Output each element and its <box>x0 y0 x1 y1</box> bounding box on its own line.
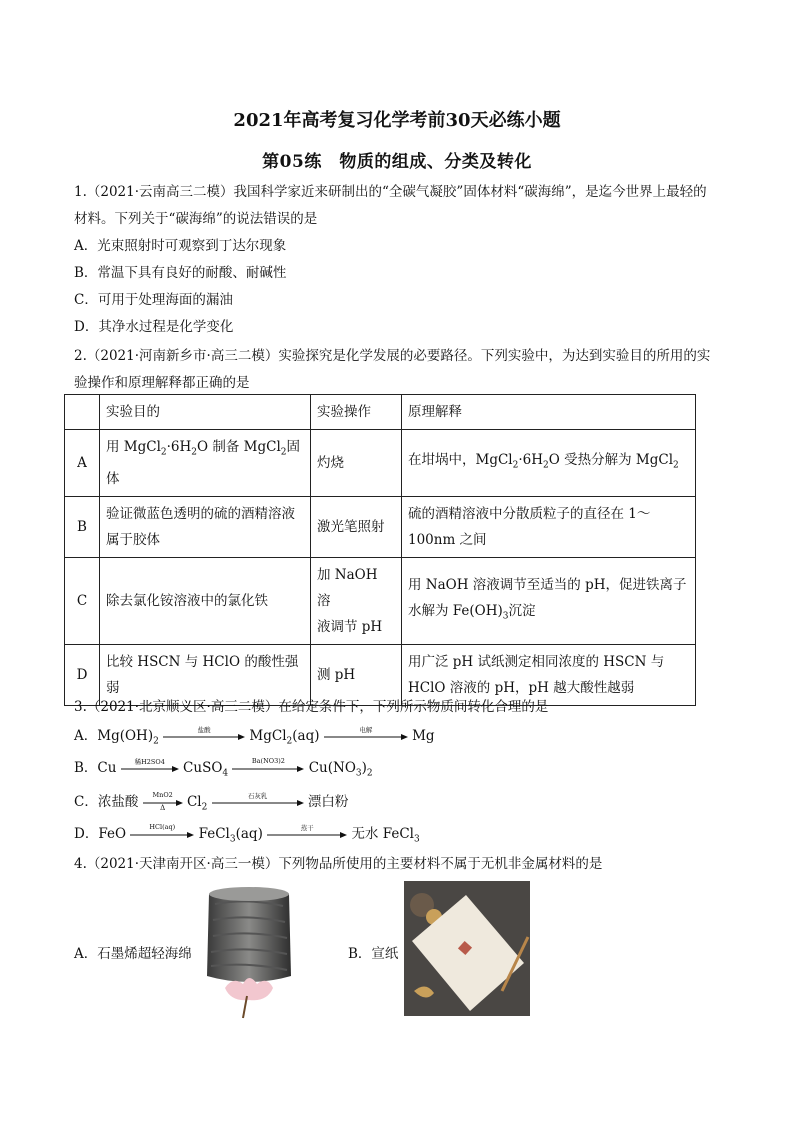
page-subtitle: 第05练 物质的组成、分类及转化 <box>262 152 532 172</box>
q1-option-c: C．可用于处理海面的漏油 <box>74 292 233 308</box>
q3-option-a: A．$Mg(OH)_2$ 盐酸 MgCl$_2$(aq) 电解 Mg <box>74 725 435 747</box>
table-row <box>65 557 696 644</box>
row-label: B <box>65 496 100 557</box>
q4-option-b: B．宣纸 <box>348 946 399 962</box>
q1-option-d: D．其净水过程是化学变化 <box>74 319 234 335</box>
q3-option-d: D．FeO HCl(aq) FeCl$_3$(aq) 蒸干 无水 FeCl$_3$ <box>74 822 420 845</box>
xuan-paper-image <box>404 881 530 1016</box>
row-explanation: 在坩埚中，$MgCl_2\cdot 6H_2O$ 受热分解为 MgCl$_2$ <box>402 430 696 497</box>
reaction-arrow: Ba(NO3)2 <box>232 761 304 777</box>
reaction-arrow: MnO2 Δ <box>143 795 183 811</box>
reaction-arrow: 石灰乳 <box>212 795 304 811</box>
q4-option-a: A．石墨烯超轻海绵 <box>74 946 192 962</box>
reaction-arrow: 稀H2SO4 <box>121 761 179 777</box>
reaction-arrow: 电解 <box>324 729 408 745</box>
table-row <box>65 496 696 557</box>
row-operation: 加 NaOH 溶 液调节 pH <box>311 557 402 644</box>
q3-option-c: C．浓盐酸 MnO2 Δ $Cl_2$ 石灰乳 漂白粉 <box>74 790 349 813</box>
row-label: A <box>65 430 100 497</box>
row-explanation: 用广泛 pH 试纸测定相同浓度的 HSCN 与 HClO 溶液的 pH，pH 越大酸性越弱 <box>402 644 696 705</box>
row-explanation: 硫的酒精溶液中分散质粒子的直径在 1～ 100nm 之间 <box>402 496 696 557</box>
q3-stem: 3.（2021·北京顺义区·高三二模）在给定条件下，下列所示物质间转化合理的是 <box>74 699 549 715</box>
row-goal: 验证微蓝色透明的硫的酒精溶液 属于胶体 <box>100 496 311 557</box>
q1-option-b: B．常温下具有良好的耐酸、耐碱性 <box>74 265 287 281</box>
page-title: 2021年高考复习化学考前30天必练小题 <box>233 110 561 131</box>
reaction-arrow: 蒸干 <box>267 827 347 843</box>
row-label: C <box>65 557 100 644</box>
row-explanation: 用 NaOH 溶液调节至适当的 pH，促进铁离子 水解为 $Fe(OH)_3$沉淀 <box>402 557 696 644</box>
table-row <box>65 430 696 497</box>
row-label: D <box>65 644 100 705</box>
reaction-arrow: HCl(aq) <box>130 827 194 843</box>
row-goal: 除去氯化铵溶液中的氯化铁 <box>100 557 311 644</box>
table-header-cell: 原理解释 <box>402 395 696 430</box>
table-header-cell: 实验操作 <box>311 395 402 430</box>
q2-stem-line1: 2.（2021·河南新乡市·高三二模）实验探究是化学发展的必要路径。下列实验中，为达到实验目的所用的实 <box>74 348 711 364</box>
graphene-sponge-image <box>203 884 295 1020</box>
row-operation: 测 pH <box>311 644 402 705</box>
table-header-cell <box>65 395 100 430</box>
reaction-arrow: 盐酸 <box>163 729 245 745</box>
row-operation: 灼烧 <box>311 430 402 497</box>
q2-table <box>64 394 696 706</box>
q4-stem: 4.（2021·天津南开区·高三一模）下列物品所使用的主要材料不属于无机非金属材料的是 <box>74 856 603 872</box>
q1-stem-line2: 材料。下列关于“碳海绵”的说法错误的是 <box>74 211 318 227</box>
table-header-cell: 实验目的 <box>100 395 311 430</box>
q1-option-a: A．光束照射时可观察到丁达尔现象 <box>74 238 287 254</box>
row-operation: 激光笔照射 <box>311 496 402 557</box>
q3-option-b: B．Cu 稀H2SO4 CuSO$_4$ Ba(NO3)2 $Cu(NO_3)_2$ <box>74 756 373 779</box>
row-goal: 用 $MgCl_2\cdot 6H_2O$ 制备 MgCl$_2$固体 <box>100 430 311 497</box>
q2-stem-line2: 验操作和原理解释都正确的是 <box>74 375 250 391</box>
table-header-row <box>65 395 696 430</box>
row-goal: 比较 HSCN 与 HClO 的酸性强弱 <box>100 644 311 705</box>
q1-stem-line1: 1.（2021·云南高三二模）我国科学家近来研制出的“全碳气凝胶”固体材料“碳海绵”，是迄今世界上最轻的 <box>74 184 707 200</box>
